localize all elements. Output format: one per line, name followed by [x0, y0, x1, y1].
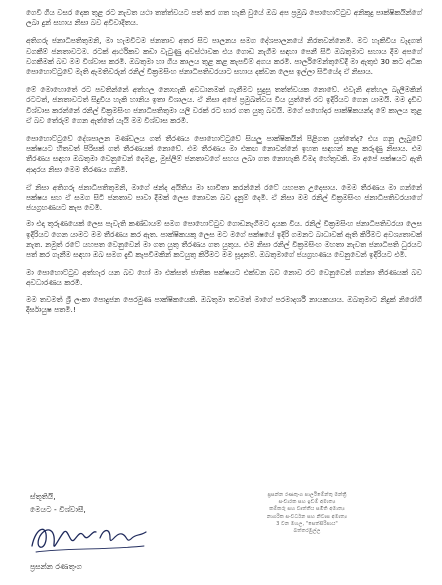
stamp-line: 3 වන මහල, "සෙත්සිරිපාය" [276, 520, 338, 527]
official-stamp [242, 492, 372, 535]
signer-name: ප්‍රසන්න රණතුංග [30, 562, 82, 571]
stamp-line: සංචාරක සහ ඉඩම් අමාත්‍ය [278, 499, 336, 506]
stamp-line: නාගරික සංවර්ධන සහ නිවාස අමාත්‍ය [266, 513, 348, 520]
closing-sign-off: මෙයට - විශ්වාසී, [30, 505, 86, 514]
letter-paragraph-4: පොහොට්ටුවේ දේශපාලන මණ්ඩලය ගත් තීරණය පොහොට්ටුවේ සියලු පාක්ෂිකයින් පිළිගත යුත්තේද? එය ගනු ලැබුවේ පක්ෂයට හිතවත් පිරිසක් ගත් තීරණයක් නොවේ. එම තීරණය මා එකඟ නොවන්නේ ඉහත සඳහන් කළ කරුණු නිසාය. එම තීරණය සඳහා ඔබතුමා වෙනුවෙන් දෙමළ, මුස්ලිම් ජනතාවගේ සහය ලබා ගත නොහැකි වීමද හේතුවකි. මා අපේ පක්ෂයට ඇති ආදරය නිසා මෙම තීරණය ගනිමි. [26, 134, 422, 174]
letter-paragraph-6: මා එදා තුරුණයෙක් ලෙස පැවැති කණ්ඩායම් සමග පොහොට්ටුව ගොඩනැගීමට දායක විය. රනිල් වික්‍රමසිංහ ජනාධිපතිවරයා ලෙස ඉදිරියට ගෙන යාමට මම තීරණය කර ඇත. පාක්ෂිකයකු ලෙස මට මගේ පක්ෂයේ ඉදිරි ගමනට බාධාවක් ඇති කිරීමට අවශ්‍යතාවක් නැත. නමුත් රටේ යහපත වෙනුවෙන් මා ගත යුතු තීරණය ගත යුතුය. එම නිසා රනිල් වික්‍රමසිංහ මහතා නැවත ජනාධිපති ධුරයට පත් කර ගැනීම සඳහා ඔබ සමග දැඩි කැපවීමකින් කටයුතු කිරීමට මම සූදානම්. ඔබතුමාගේ ජයග්‍රහණය වෙනුවෙන් ඉදිරියට එමි. [26, 219, 422, 260]
closing-salutation: ස්තූතියි, [30, 492, 56, 501]
letter-paragraph-1: ගෙවී ගිය වසර දෙක තුළ රට නැවත යථා තත්ත්වයට පත් කර ගත හැකි වුයේ ඔබ අප ප්‍රමුඛ පොහොට්ටුව අනිකුදු පාක්ෂිකයින්ගේ ලබා දුන් සහාය නිසා බව අවිවාදිතය. [26, 8, 422, 28]
letter-paragraph-8: මම තවමත් ශ්‍රී ලංකා පොදුජන පෙරමුණ පාක්ෂිකයෙකි. ඔබතුමා තවමත් මාගේ පරමාදර්ශී නායකයාය. ඔබතුමාට නිදුක් නිරෝගී දීර්ඝායුෂ පතමි.! [26, 294, 422, 314]
letter-paragraph-7: මා පොහොට්ටුව අත්හැර යන බව හෝ මා එක්සත් ජාතික පක්ෂයට එක්වන බව නොව රට වෙනුවෙන් ගන්නා තීරණයක් බව අවධාරණය කරමි. [26, 268, 422, 288]
stamp-line: බත්තරමුල්ල [293, 528, 321, 535]
handwritten-signature [26, 518, 156, 560]
letter-paragraph-5: ඒ නිසා අතිගරු ජනාධිපතිතුමනි, මාගේ ඡන්ද අයිතිය මා භාවිතා කරන්නේ රටේ යහපත උදෙසාය. මෙම තීරණය මා ගන්නේ පක්ෂය සහ ඒ සමග සිටි ජනතාව පාවා දීමක් ලෙස නොවන බව දැනුම් දෙමි. ඒ නිසා මම රනිල් වික්‍රමසිංහ ජනාධිපතිවරයාගේ ජයග්‍රහණයට කැප වෙමි. [26, 182, 422, 213]
stamp-line: කම්කරු සහ වෘත්තීය සමිති අමාත්‍ය [269, 506, 345, 513]
stamp-line: ප්‍රසන්න රණතුංග පාර්ලිමේන්තු මන්ත්‍රී [267, 492, 347, 498]
letter-paragraph-3: මේ මොහොතේ රට පවතින්නේ අත්හල නොහැකි අවධානමක් ගැනීමට සුදුසු තත්ත්වයක නොවේ. එවැනි අත්හල බැලීමකින් රටටත්, ජනතාවටත් සිදුවිය හැකි හානිය ඉතා විශාලය. ඒ නිසා අපේ ප්‍රමුඛත්වය විය යුත්තේ රට ඉදිරියට ගෙන යාමයි. මම දැඩිව විශ්වාස කරන්නේ රනිල් වික්‍රමසිංහ ජනාධිපතිතුමා යලි වරක් රට භාර ගත යුතු බවයි. මගේ සහෝදර පාක්ෂිකයන්ද මේ කාලය තුළ ඒ බව තේරුම් ගෙන ඇත්තේ යැයි මම විශ්වාස කරමි. [26, 85, 422, 125]
signature-block [30, 490, 200, 573]
letter-paragraph-2: අතිගරු ජනාධිපතිතුමනි, මා හැමවිටම ජනතාව අතර සිට පාලනය සමග දේශපාලනයේ නිරතවන්නෙමි. මට හැකිවිය වැදගත් වගකීම් ජනතාවටම. රටක් ආර්ථිකව කඩා වැටුණු අවස්ථාවක එය ගොඩ නැගීම සඳහා පෙනී සිටි ඔබතුමාට සහාය දීම අපගේ වගකීමක් බව මම විශ්වාස කරමි. ඔබතුමා හා ගිය කාලය තුළ කළ කැපවීම් අගය කරමි. පාර්ලිමේන්තුවේදී මා ඇතුළු 30 කට අධික පොහොට්ටුවේ මැති ඇමතිවරුන් රනිල් වික්‍රමසිංහ ජනාධිපතිවරයාට සහාය දක්වන ලෙස ඉල්ලා සිටියේද ඒ නිසාය. [26, 36, 422, 77]
